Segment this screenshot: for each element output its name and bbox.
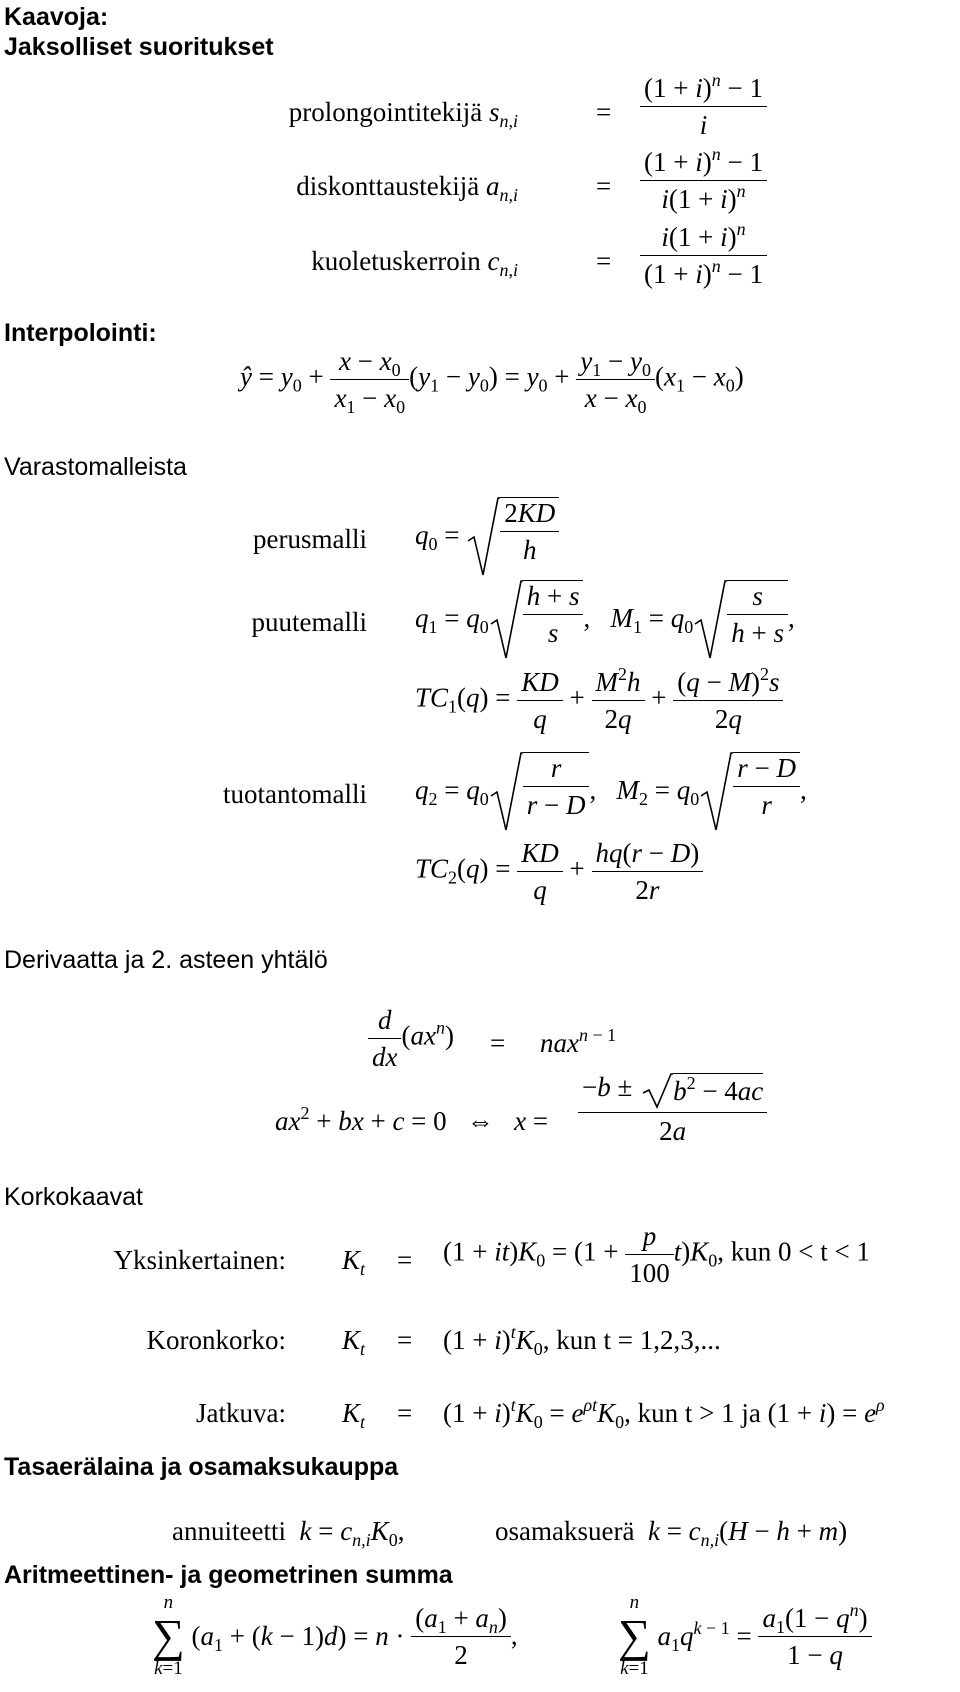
osamaksuera-formula: osamaksuerä $k = c_{n,i}(H - h + m)$: [495, 1516, 848, 1550]
tuotantomalli-formula: $q_2 = q_0$ $\frac{r}{r - D}$ , $M_2 = q_0$ $\frac{r - D}{r}$ ,: [415, 752, 807, 834]
equals-sign: =: [397, 1398, 413, 1428]
arithmetic-sum-formula: n ∑ k=1 $(a_1 + (k - 1)d) = n$ · $\frac{(a_1 + a_n)}{2}$ ,: [152, 1592, 518, 1679]
heading-varasto: Varastomalleista: [4, 453, 187, 481]
prolongointi-formula: $\frac{(1 + i)^n - 1}{i}$: [640, 73, 767, 140]
jatkuva-formula: $(1 + i)^tK_0 = e^{\rho t}K_0$, kun t > 1 ja $(1 + i) = e^\rho$: [443, 1395, 885, 1432]
yksinkertainen-formula: $(1 + it)K_0 = (1$ + $\frac{p}{100}$ $t)K_0$, kun 0 < t < 1: [443, 1221, 870, 1288]
puutemalli-label: puutemalli: [251, 607, 367, 637]
tc2-formula: $TC_2(q)$ = $\frac{KD}{q}$ + $\frac{hq(r - D)}{2r}$: [415, 838, 703, 905]
equals-sign: =: [596, 97, 612, 127]
heading-korko: Korkokaavat: [4, 1183, 143, 1211]
perusmalli-label: perusmalli: [253, 524, 367, 554]
equals-sign: =: [596, 171, 612, 201]
heading-kaavoja: Kaavoja:: [4, 3, 109, 31]
kt-symbol: $K_t$: [342, 1325, 366, 1359]
interpolation-formula: ŷ = $y_0$ + $\frac{x - x_0}{x_1 - x_0}$ $(y_1 - y_0) = y_0$ + $\frac{y_1 - y_0}{x - x_0}$ $(x_1 - x_0)$: [240, 346, 744, 417]
quadratic-equation: $ax^2$ + bx + c = 0 ⇔ x =: [275, 1103, 549, 1136]
derivative-formula: $\frac{d}{dx}$ $(ax^n)$: [368, 1005, 454, 1072]
diskonttaus-label: diskonttaustekijä $a_{n,i}$: [296, 171, 518, 205]
quadratic-solution: −b ± $b^2 - 4ac$ 2a: [578, 1072, 767, 1146]
equals-sign: =: [397, 1325, 413, 1355]
tc1-formula: $TC_1(q)$ = $\frac{KD}{q}$ + $\frac{M^2h}{2q}$ + $\frac{(q - M)^2s}{2q}$: [415, 667, 783, 734]
koronkorko-label: Koronkorko:: [146, 1325, 286, 1355]
geometric-sum-formula: n ∑ k=1 $a_1q^{k - 1}$ = $\frac{a_1(1 - q^n)}{1 - q}$: [618, 1593, 872, 1679]
derivative-result: nax$^{n - 1}$: [540, 1025, 617, 1058]
heading-interpolointi: Interpolointi:: [4, 319, 157, 347]
heading-jaksolliset: Jaksolliset suoritukset: [4, 33, 274, 61]
perusmalli-formula: $q_0$ = $\frac{2KD}{h}$: [415, 497, 559, 579]
equivalence-arrow: ⇔: [466, 1106, 494, 1136]
kuoletus-label: kuoletuskerroin $c_{n,i}$: [311, 246, 518, 280]
tuotantomalli-label: tuotantomalli: [223, 779, 367, 809]
kt-symbol: $K_t$: [342, 1245, 366, 1279]
koronkorko-formula: $(1 + i)^tK_0$, kun t = 1,2,3,...: [443, 1322, 721, 1359]
equals-sign: =: [596, 246, 612, 276]
kuoletus-formula: $\frac{i(1 + i)^n}{(1 + i)^n - 1}$: [640, 222, 767, 289]
equals-sign: =: [397, 1245, 413, 1275]
heading-summa: Aritmeettinen- ja geometrinen summa: [4, 1561, 453, 1589]
diskonttaus-formula: $\frac{(1 + i)^n - 1}{i(1 + i)^n}$: [640, 147, 767, 214]
heading-tasaera: Tasaerälaina ja osamaksukauppa: [4, 1453, 399, 1481]
yksinkertainen-label: Yksinkertainen:: [113, 1245, 286, 1275]
puutemalli-formula: $q_1 = q_0$ $\frac{h + s}{s}$ , $M_1 = q_0$ $\frac{s}{h + s}$ ,: [415, 580, 795, 662]
equals-sign: =: [490, 1028, 506, 1058]
kt-symbol: $K_t$: [342, 1398, 366, 1432]
heading-derivaatta: Derivaatta ja 2. asteen yhtälö: [4, 946, 328, 974]
jatkuva-label: Jatkuva:: [196, 1398, 286, 1428]
prolongointi-label: prolongointitekijä $s_{n,i}$: [288, 97, 518, 131]
annuiteetti-formula: annuiteetti $k = c_{n,i}K_0$,: [172, 1516, 405, 1550]
